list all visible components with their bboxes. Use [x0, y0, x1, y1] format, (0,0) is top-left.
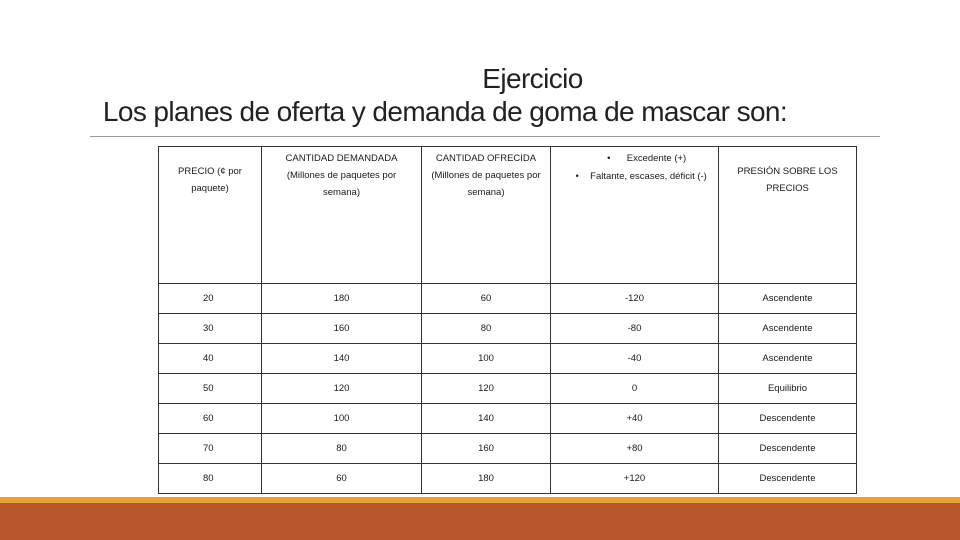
slide-title-line1: Ejercicio — [482, 63, 583, 94]
header-excess-text: Excedente (+) — [626, 153, 687, 164]
cell-excess: -120 — [551, 284, 719, 314]
cell-price: 70 — [159, 434, 262, 464]
cell-pressure: Equilibrio — [719, 374, 857, 404]
table-row — [159, 344, 857, 374]
table-row — [159, 404, 857, 434]
slide-title — [100, 62, 860, 128]
header-excess-item — [551, 150, 718, 168]
cell-excess: +40 — [551, 404, 719, 434]
cell-offered: 180 — [422, 464, 551, 494]
cell-price: 20 — [159, 284, 262, 314]
cell-pressure: Ascendente — [719, 344, 857, 374]
header-pressure-line1: PRESIÓN SOBRE LOS — [737, 166, 838, 177]
header-demanded-line2: (Millones de paquetes por — [286, 170, 397, 181]
cell-demanded: 80 — [262, 434, 422, 464]
cell-price: 40 — [159, 344, 262, 374]
cell-excess: -80 — [551, 314, 719, 344]
cell-pressure: Descendente — [719, 404, 857, 434]
cell-demanded: 100 — [262, 404, 422, 434]
cell-price: 60 — [159, 404, 262, 434]
cell-offered: 80 — [422, 314, 551, 344]
header-price-pressure — [719, 147, 857, 284]
header-shortage-item — [551, 168, 718, 186]
cell-pressure: Ascendente — [719, 284, 857, 314]
cell-pressure: Descendente — [719, 464, 857, 494]
cell-offered: 160 — [422, 434, 551, 464]
cell-demanded: 160 — [262, 314, 422, 344]
cell-excess: 0 — [551, 374, 719, 404]
header-shortage-text: Faltante, escases, déficit (-) — [590, 171, 707, 182]
header-excess-shortage — [551, 147, 719, 284]
header-offered-line3: semana) — [467, 187, 505, 198]
cell-excess: +120 — [551, 464, 719, 494]
table-row — [159, 374, 857, 404]
cell-price: 80 — [159, 464, 262, 494]
cell-demanded: 120 — [262, 374, 422, 404]
cell-offered: 60 — [422, 284, 551, 314]
title-divider — [90, 136, 880, 137]
cell-offered: 100 — [422, 344, 551, 374]
cell-price: 30 — [159, 314, 262, 344]
slide-title-line2: Los planes de oferta y demanda de goma de mascar son: — [102, 96, 788, 127]
footer-band — [0, 503, 960, 540]
table-row — [159, 314, 857, 344]
header-pressure-line2: PRECIOS — [766, 183, 809, 194]
table-row — [159, 284, 857, 314]
cell-demanded: 180 — [262, 284, 422, 314]
bullet-icon: • — [575, 171, 579, 182]
bullet-icon: • — [607, 153, 611, 164]
table-row — [159, 434, 857, 464]
table-row — [159, 464, 857, 494]
cell-price: 50 — [159, 374, 262, 404]
cell-offered: 120 — [422, 374, 551, 404]
cell-pressure: Ascendente — [719, 314, 857, 344]
cell-demanded: 140 — [262, 344, 422, 374]
header-offered-line2: (Millones de paquetes por — [431, 170, 541, 181]
header-price: PRECIO (¢ por paquete) — [159, 147, 262, 284]
header-quantity-demanded — [262, 147, 422, 284]
cell-excess: -40 — [551, 344, 719, 374]
header-quantity-offered — [422, 147, 551, 284]
cell-offered: 140 — [422, 404, 551, 434]
cell-pressure: Descendente — [719, 434, 857, 464]
table-header-row — [159, 147, 857, 284]
cell-demanded: 60 — [262, 464, 422, 494]
supply-demand-table — [158, 146, 857, 494]
cell-excess: +80 — [551, 434, 719, 464]
header-demanded-line1: CANTIDAD DEMANDADA — [285, 153, 398, 164]
header-offered-line1: CANTIDAD OFRECIDA — [435, 153, 537, 164]
header-demanded-line3: semana) — [323, 187, 360, 198]
